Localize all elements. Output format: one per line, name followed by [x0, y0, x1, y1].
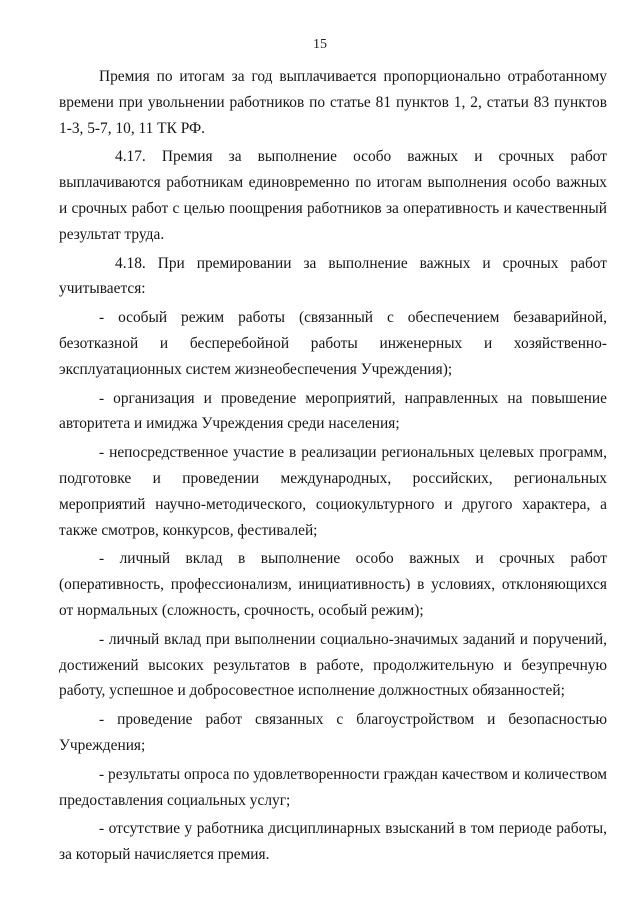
- list-item-no-disciplinary-penalties: - отсутствие у работника дисциплинарных взысканий в том периоде работы, за который начисляется премия.: [59, 820, 607, 864]
- list-item-events-organization: - организация и проведение мероприятий, направленных на повышение авторитета и имиджа Учреждения среди населения;: [59, 389, 607, 433]
- list-item-satisfaction-survey: - результаты опроса по удовлетворенности граждан качеством и количеством предоставления социальных услуг;: [59, 765, 607, 809]
- list-item-personal-contribution-social: - личный вклад при выполнении социально-значимых заданий и поручений, достижений высоких результатов в работе, продолжительную и безупречную работу, успешное и добросовестное исполнение должностных обязанностей;: [59, 630, 607, 700]
- list-item-regional-programs: - непосредственное участие в реализации региональных целевых программ, подготовке и проведении международных, российских, региональных мероприятий научно-методического, социокультурного и другого характера, а также смотров, конкурсов, фестивалей;: [59, 444, 607, 539]
- list-item-personal-contribution-urgent: - личный вклад в выполнение особо важных и срочных работ (оперативность, профессионализм, инициативность) в условиях, отклоняющихся от нормальных (сложность, срочность, особый режим);: [59, 550, 607, 619]
- paragraph-section-4-18: 4.18. При премировании за выполнение важных и срочных работ учитывается:: [59, 254, 607, 298]
- paragraph-section-4-17: 4.17. Премия за выполнение особо важных и срочных работ выплачиваются работникам единовременно по итогам выполнения особо важных и срочных работ с целью поощрения работников за оперативность и качественный результат труда.: [59, 148, 607, 243]
- document-body: [59, 64, 607, 871]
- paragraph-annual-bonus-dismissal: Премия по итогам за год выплачивается пропорционально отработанному времени при увольнении работников по статье 81 пунктов 1, 2, статьи 83 пунктов 1-3, 5-7, 10, 11 ТК РФ.: [59, 68, 607, 137]
- list-item-special-work-mode: - особый режим работы (связанный с обеспечением безаварийной, безотказной и бесперебойной работы инженерных и хозяйственно-эксплуатационных систем жизнеобеспечения Учреждения);: [59, 309, 607, 378]
- list-item-landscaping-security: - проведение работ связанных с благоустройством и безопасностью Учреждения;: [59, 711, 607, 754]
- page-number: 15: [313, 37, 327, 52]
